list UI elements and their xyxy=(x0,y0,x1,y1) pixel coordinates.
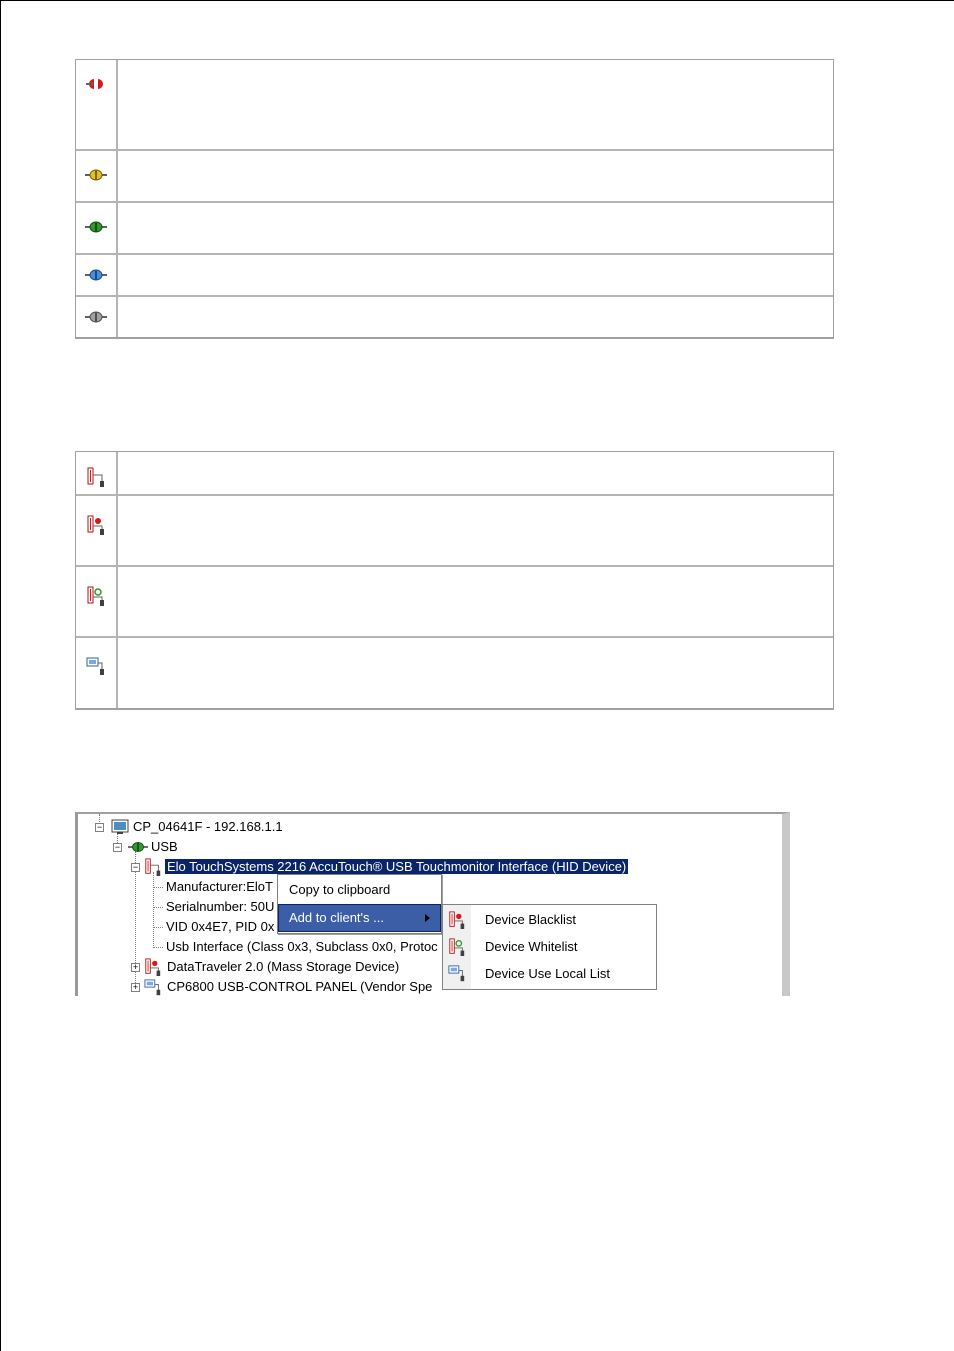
collapse-icon[interactable]: − xyxy=(132,862,139,872)
device-use-local-list-menu-item[interactable] xyxy=(443,960,656,987)
collapse-icon[interactable]: − xyxy=(114,842,121,852)
device-blacklist-icon xyxy=(86,514,106,536)
table-row xyxy=(76,149,833,201)
usb-disconnected-red-icon xyxy=(85,78,107,90)
device-whitelist-icon xyxy=(86,585,106,607)
device-list-icon-table xyxy=(75,451,834,710)
submenu-arrow-icon xyxy=(425,914,430,922)
table-text-cell xyxy=(118,567,833,636)
usb-yellow-connector-icon xyxy=(85,169,107,181)
table-text-cell xyxy=(118,255,833,295)
tree-device-item[interactable]: DataTraveler 2.0 (Mass Storage Device) xyxy=(167,959,400,974)
tree-connector xyxy=(153,947,163,948)
table-text-cell xyxy=(118,452,833,494)
usb-blue-connector-icon xyxy=(85,269,107,281)
device-blacklist-label: Device Blacklist xyxy=(485,912,577,927)
tree-child-item[interactable]: Manufacturer:EloT xyxy=(166,879,273,894)
tree-root-label[interactable]: CP_04641F - 192.168.1.1 xyxy=(133,819,283,834)
device-whitelist-menu-item[interactable] xyxy=(443,933,656,960)
device-local-list-icon xyxy=(86,656,106,678)
page-border-top xyxy=(0,0,954,1)
table-text-cell xyxy=(118,60,833,149)
table-icon-cell xyxy=(76,297,118,337)
tree-connector xyxy=(153,872,154,948)
tree-device-item[interactable]: CP6800 USB-CONTROL PANEL (Vendor Spe xyxy=(167,979,433,994)
device-blacklist-icon xyxy=(448,910,466,930)
computer-icon xyxy=(111,819,129,835)
copy-to-clipboard-menu-item[interactable]: Copy to clipboard xyxy=(289,882,391,897)
table-row xyxy=(76,636,833,708)
device-whitelist-label: Device Whitelist xyxy=(485,939,578,954)
selected-device-label[interactable]: Elo TouchSystems 2216 AccuTouch® USB Touchmonitor Interface (HID Device) xyxy=(167,859,627,874)
table-row xyxy=(76,60,833,149)
collapse-icon[interactable]: − xyxy=(96,822,103,832)
table-icon-cell xyxy=(76,151,118,201)
table-row xyxy=(76,295,833,337)
table-icon-cell xyxy=(76,452,118,494)
device-blacklist-icon xyxy=(144,957,162,977)
device-tree-panel xyxy=(75,812,790,996)
tree-usb-label[interactable]: USB xyxy=(151,839,178,854)
add-to-client-submenu xyxy=(442,904,657,990)
tree-connector xyxy=(153,887,163,888)
tree-child-item[interactable]: Serialnumber: 50U xyxy=(166,899,275,914)
table-icon-cell xyxy=(76,567,118,636)
device-blacklist-menu-item[interactable] xyxy=(443,906,656,933)
table-text-cell xyxy=(118,496,833,565)
expand-icon[interactable]: + xyxy=(132,982,139,992)
table-row xyxy=(76,494,833,565)
table-icon-cell xyxy=(76,60,118,149)
device-icon xyxy=(86,466,106,488)
device-whitelist-icon xyxy=(448,937,466,957)
tree-child-item[interactable]: VID 0x4E7, PID 0x xyxy=(166,919,275,934)
device-use-local-list-label: Device Use Local List xyxy=(485,966,610,981)
table-row xyxy=(76,452,833,494)
expand-icon[interactable]: + xyxy=(132,962,139,972)
usb-gray-connector-icon xyxy=(85,311,107,323)
usb-green-connector-icon xyxy=(128,841,148,853)
device-local-list-icon xyxy=(448,964,466,984)
tree-child-item[interactable]: Usb Interface (Class 0x3, Subclass 0x0, Protoc xyxy=(166,939,438,954)
page-border-left xyxy=(0,0,1,1351)
table-row xyxy=(76,201,833,253)
table-row xyxy=(76,253,833,295)
table-text-cell xyxy=(118,638,833,708)
table-text-cell xyxy=(118,297,833,337)
table-text-cell xyxy=(118,203,833,253)
table-text-cell xyxy=(118,151,833,201)
table-icon-cell xyxy=(76,255,118,295)
usb-status-icon-table xyxy=(75,59,834,339)
tree-connector xyxy=(153,927,163,928)
table-row xyxy=(76,565,833,636)
add-to-client-menu-item[interactable] xyxy=(279,905,440,931)
table-icon-cell xyxy=(76,496,118,565)
device-local-list-icon xyxy=(144,978,162,996)
table-icon-cell xyxy=(76,638,118,708)
device-icon xyxy=(144,857,162,877)
usb-green-connector-icon xyxy=(85,221,107,233)
add-to-client-label: Add to client's ... xyxy=(289,910,384,925)
context-menu xyxy=(277,874,442,934)
tree-connector xyxy=(153,907,163,908)
table-icon-cell xyxy=(76,203,118,253)
